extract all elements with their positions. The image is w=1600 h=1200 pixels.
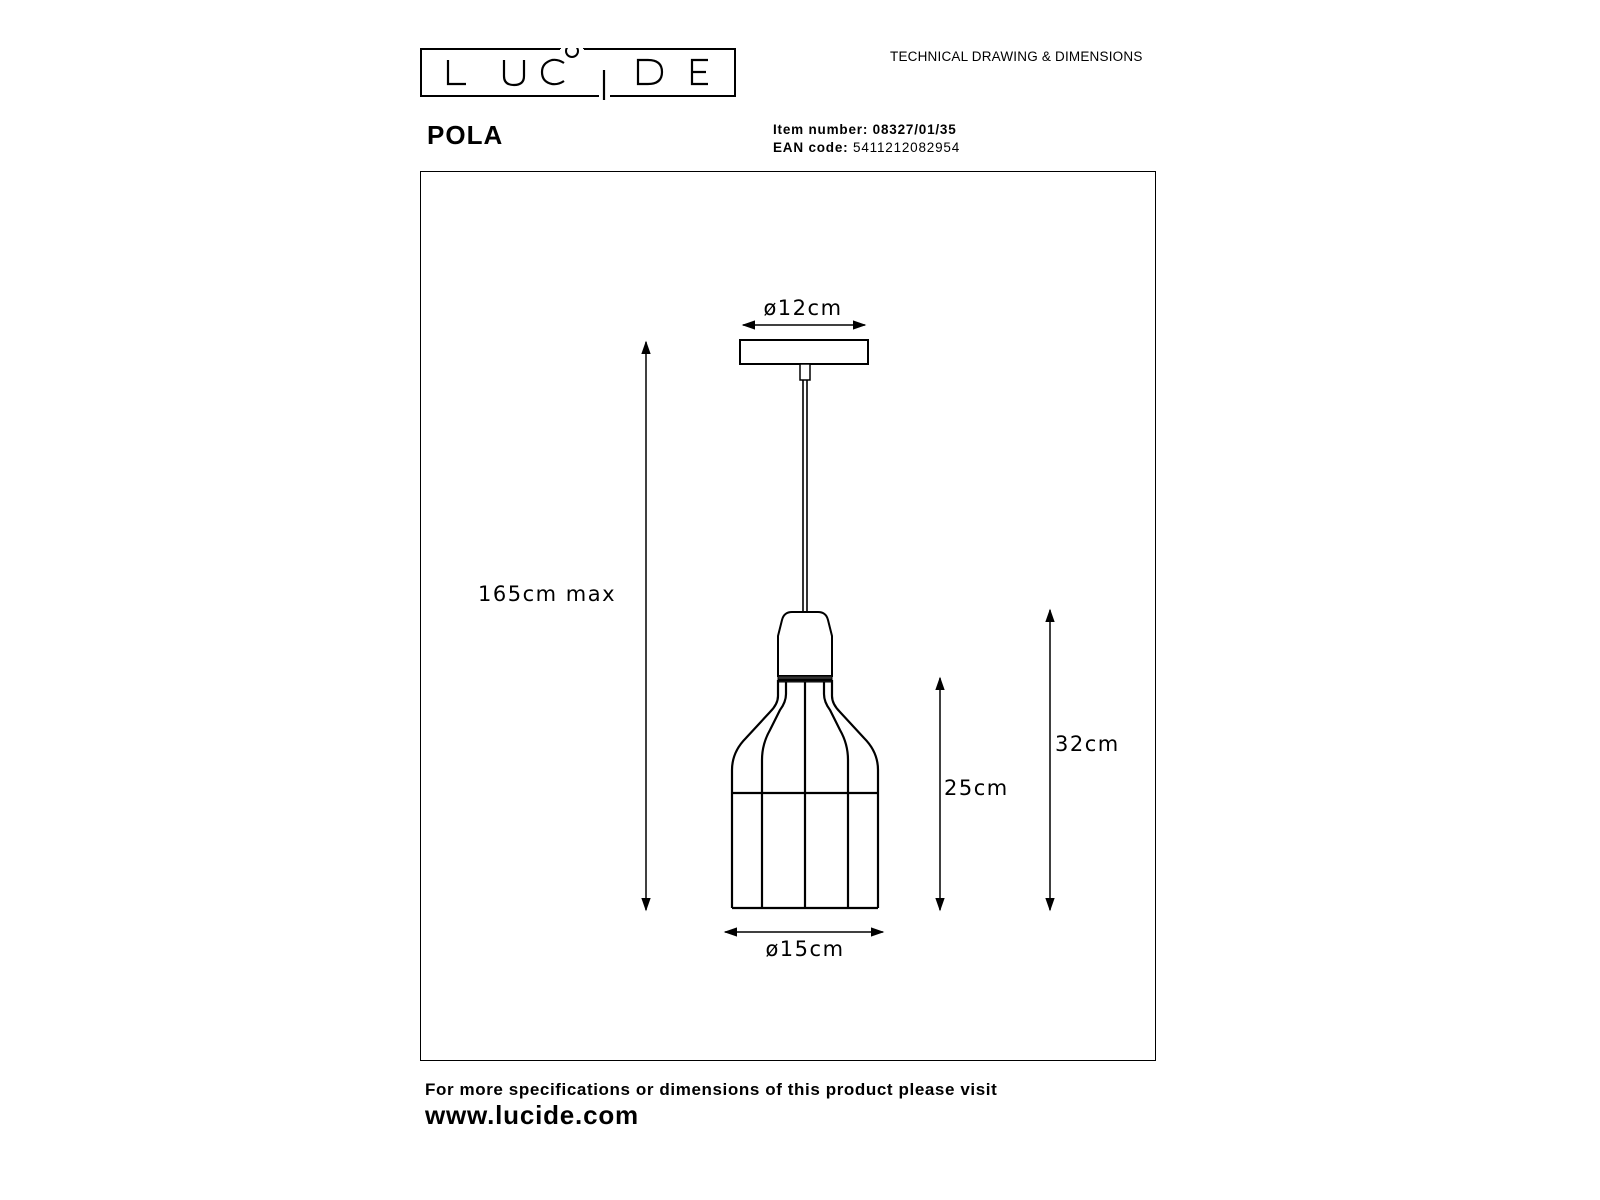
canopy-diameter-label: ø12cm: [763, 296, 843, 320]
shade-diameter-label: ø15cm: [765, 937, 845, 961]
wire-cage: [732, 680, 878, 908]
item-number-label: Item number:: [773, 122, 869, 137]
ean-label: EAN code:: [773, 140, 849, 155]
shade-height-label: 25cm: [944, 776, 1009, 800]
canopy: [740, 340, 868, 364]
ean-value: 5411212082954: [853, 140, 961, 155]
footer-more-info: For more specifications or dimensions of this product please visit: [425, 1080, 998, 1099]
canopy-connector: [800, 364, 810, 380]
product-name: POLA: [427, 120, 504, 150]
lamp-holder: [778, 612, 832, 676]
lamp-height-label: 32cm: [1055, 732, 1120, 756]
footer-website-link[interactable]: www.lucide.com: [425, 1100, 639, 1130]
item-number-value: 08327/01/35: [872, 122, 957, 137]
document-heading: TECHNICAL DRAWING & DIMENSIONS: [890, 49, 1143, 64]
total-height-label: 165cm max: [478, 582, 617, 606]
